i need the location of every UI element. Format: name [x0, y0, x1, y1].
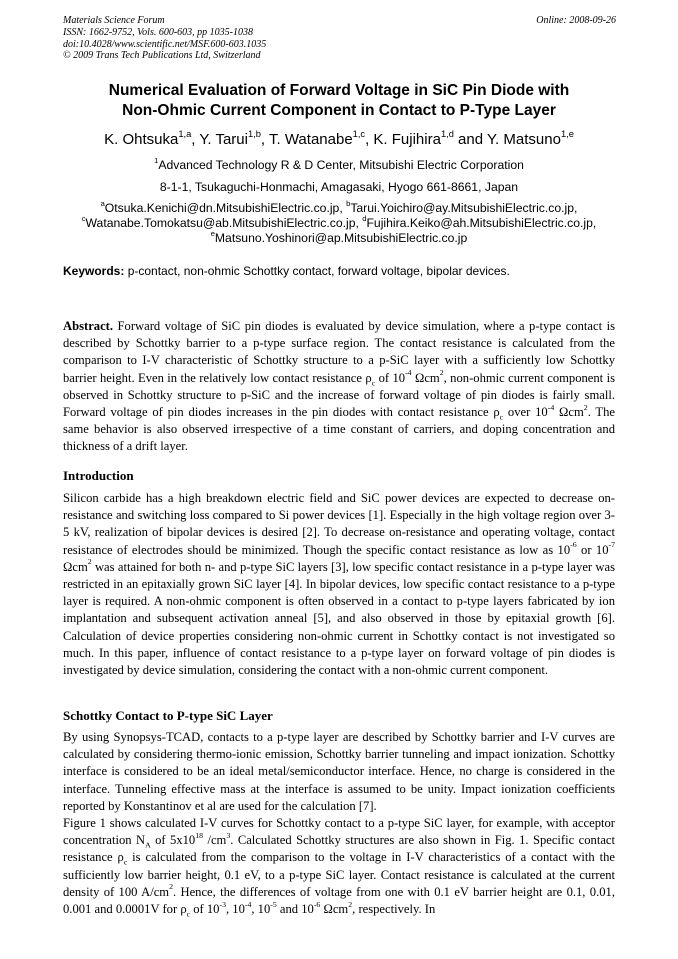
journal-header — [63, 15, 266, 62]
body-text: was attained for both n- and p-type SiC layers [3], low specific contact resistance in a p-type layer was restricted in an epitaxially grown SiC layer [4]. In bipolar devices, low specific contact resistance to a p-type layer is required. A non-ohmic component is often observed in a contact to p-type layers fabricated by ion implantation and subsequent activation anneal [5], and also observed in those by epitaxial growth [6]. Calculation of device properties considering non-ohmic current in Schottky contact is not investigated so much. In this paper, influence of contact resistance to a p-type layer on forward voltage of pin diodes is investigated by device simulation, considering the contact with a non-ohmic current component. — [63, 559, 615, 678]
exponent: 2 — [348, 899, 353, 909]
introduction-paragraph — [63, 490, 615, 679]
abstract-text: . The same behavior is also observed irrespective of a time constant of carriers, and doping concentration and thickness of a drift layer. — [63, 405, 615, 454]
exponent: -5 — [270, 899, 277, 909]
body-text: . Hence, the differences of voltage from one with 0.1 eV barrier height are 0.1, 0.01, 0.001 and 0.0001V for — [63, 884, 615, 917]
email-d[interactable]: Fujihira.Keiko@ah.MitsubishiElectric.co.jp — [366, 216, 593, 230]
affiliation-address: 8-1-1, Tsukaguchi-Honmachi, Amagasaki, Hyogo 661-8661, Japan — [159, 180, 519, 194]
body-text: Ωcm — [320, 902, 349, 917]
body-text: of 10 — [190, 902, 220, 917]
subscript: c — [371, 378, 376, 388]
author-name: Y. Tarui — [199, 131, 248, 148]
author-affiliation-mark: 1,e — [560, 128, 574, 139]
journal-issn: ISSN: 1662-9752, Vols. 600-603, pp 1035-1038 — [63, 26, 253, 38]
body-text: Ωcm — [63, 559, 88, 574]
body-text: , 10 — [251, 902, 271, 917]
body-text: , 10 — [225, 902, 245, 917]
email-e[interactable]: Matsuno.Yoshinori@ap.MitsubishiElectric.co.jp — [214, 231, 468, 245]
body-text: or 10 — [576, 542, 609, 557]
exponent: 2 — [439, 368, 444, 378]
author-name: K. Fujihira — [373, 131, 441, 148]
email-a[interactable]: Otsuka.Kenichi@dn.MitsubishiElectric.co.jp — [104, 201, 340, 215]
abstract-text: , non-ohmic current component is observed in Schottky structure to p-SiC and the increase of forward voltage of pin diodes is fairly small. Forward voltage of pin diodes increases in the pin diodes with contact resistance — [63, 370, 615, 420]
exponent: -6 — [313, 899, 321, 909]
online-date: Online: 2008-09-26 — [536, 15, 616, 26]
email-line-1: $^a$Otsuka.Kenichi@dn.MitsubishiElectric.co.jp, $^b$Tarui.Yoichiro@ay.MitsubishiElectric.co.jp, — [100, 198, 578, 215]
paper-title-line-2: Non-Ohmic Current Component in Contact to P-Type Layer — [122, 102, 556, 119]
body-text: Silicon carbide has a high breakdown electric field and SiC power devices are expected to decrease on-resistance and switching loss compared to Si power devices [1]. Especially in the high voltage region over 3-5 kV, realization of bipolar devices is desired [2]. To decrease on-resistance and operating voltage, contact resistance of electrodes should be minimized. Though the specific contact resistance as low as 10 — [63, 491, 615, 557]
affiliation-name: Advanced Technology R & D Center, Mitsubishi Electric Corporation — [158, 158, 524, 172]
exponent: 2 — [583, 402, 588, 412]
exponent: 18 — [195, 830, 204, 840]
exponent: 2 — [87, 557, 92, 567]
author-affiliation-mark: 1,c — [352, 128, 366, 139]
subscript: c — [499, 412, 504, 422]
affiliation — [30, 155, 648, 173]
journal-name: Materials Science Forum — [63, 15, 165, 26]
exponent: -3 — [219, 899, 226, 909]
rho-symbol: ρ — [365, 370, 372, 385]
keywords — [63, 264, 510, 279]
exponent: -7 — [608, 540, 615, 550]
author-affiliation-mark: 1,d — [440, 128, 454, 139]
schottky-paragraph — [63, 729, 615, 918]
body-text: Figure 1 shows calculated I-V curves for Schottky contact to a p-type SiC layer, for example, with acceptor concentration N — [63, 816, 615, 848]
abstract-text: Ωcm — [411, 370, 440, 385]
paper-title-line-1: Numerical Evaluation of Forward Voltage in SiC Pin Diode with — [108, 82, 570, 99]
exponent: -4 — [244, 899, 252, 909]
rho-symbol: ρ — [117, 850, 124, 865]
author-affiliation-mark: 1,b — [247, 128, 261, 139]
abstract — [63, 318, 615, 456]
exponent: 3 — [226, 830, 231, 840]
affiliation-mark: 1 — [154, 155, 159, 165]
body-text: . Calculated Schottky structures are also shown in Fig. 1. Specific contact resistance — [63, 833, 615, 865]
author-separator: , — [191, 131, 200, 148]
author-separator: , — [365, 131, 374, 148]
email-mark: b — [346, 198, 351, 208]
body-text: is calculated from the comparison to the voltage in I-V characteristics of a contact with the sufficiently low barrier height, 0.1 eV, to a p-type SiC layer. Contact resistance is calculated at the current density of 100 A/cm — [63, 850, 615, 899]
subscript: A — [145, 840, 151, 850]
email-b[interactable]: Tarui.Yoichiro@ay.MitsubishiElectric.co.jp — [350, 201, 575, 215]
body-text: and 10 — [276, 902, 314, 917]
body-text: , respectively. In — [352, 902, 436, 917]
abstract-text: of 10 — [375, 370, 406, 385]
subscript: c — [123, 857, 128, 867]
exponent: 2 — [169, 882, 173, 892]
abstract-text: over 10 — [503, 405, 548, 420]
author-affiliation-mark: 1,a — [178, 128, 192, 139]
journal-copyright: © 2009 Trans Tech Publications Ltd, Switzerland — [63, 50, 261, 62]
journal-doi: doi:10.4028/www.scientific.net/MSF.600-603.1035 — [63, 38, 267, 50]
exponent: -4 — [547, 402, 555, 412]
email-mark: c — [81, 213, 86, 223]
abstract-text: Ωcm — [554, 405, 584, 420]
section-heading-introduction: Introduction — [63, 468, 134, 483]
email-mark: d — [362, 213, 367, 223]
exponent: -6 — [570, 540, 577, 550]
email-mark: a — [100, 198, 105, 208]
subscript: c — [186, 909, 191, 919]
exponent: -4 — [405, 368, 412, 378]
rho-symbol: ρ — [493, 405, 500, 420]
keywords-text: p-contact, non-ohmic Schottky contact, forward voltage, bipolar devices. — [127, 264, 510, 278]
email-line-2: $^c$Watanabe.Tomokatsu@ab.MitsubishiElectric.co.jp, $^d$Fujihira.Keiko@ah.MitsubishiElectric.co.jp, — [81, 213, 597, 230]
email-c[interactable]: Watanabe.Tomokatsu@ab.MitsubishiElectric.co.jp — [85, 216, 356, 230]
body-text: By using Synopsys-TCAD, contacts to a p-type layer are described by Schottky barrier and I-V curves are calculated by considering thermo-ionic emission, Schottky barrier tunneling and impact ionization. Schottky interface is considered to be an ideal metal/semiconductor interface. Hence, no charge is considered in the interface. Tunneling effective mass at the interface is assumed to be unity. Impact ionization coefficients reported by Konstantinov et al are used for the calculation [7]. — [63, 730, 615, 813]
email-line-3 — [30, 228, 648, 246]
abstract-text: Forward voltage of SiC pin diodes is evaluated by device simulation, where a p-type contact is described by Schottky barrier to a p-type surface region. The contact resistance is calculated from the comparison to I-V characteristic of Schottky structure to a p-SiC layer with a sufficiently low Schottky barrier height. Even in the relatively low contact resistance — [63, 319, 615, 385]
author-name: Y. Matsuno — [486, 131, 561, 148]
author-name: K. Ohtsuka — [104, 131, 179, 148]
author-separator: and — [453, 131, 487, 148]
section-heading-schottky: Schottky Contact to P-type SiC Layer — [63, 708, 273, 723]
abstract-label: Abstract. — [63, 319, 114, 333]
author-separator: , — [260, 131, 269, 148]
keywords-label: Keywords: — [63, 264, 125, 278]
author-list — [30, 130, 648, 150]
rho-symbol: ρ — [180, 902, 187, 917]
body-text: /cm — [203, 833, 227, 848]
body-text: of 5x10 — [150, 833, 196, 848]
author-name: T. Watanabe — [269, 131, 353, 148]
email-mark: e — [210, 228, 215, 238]
